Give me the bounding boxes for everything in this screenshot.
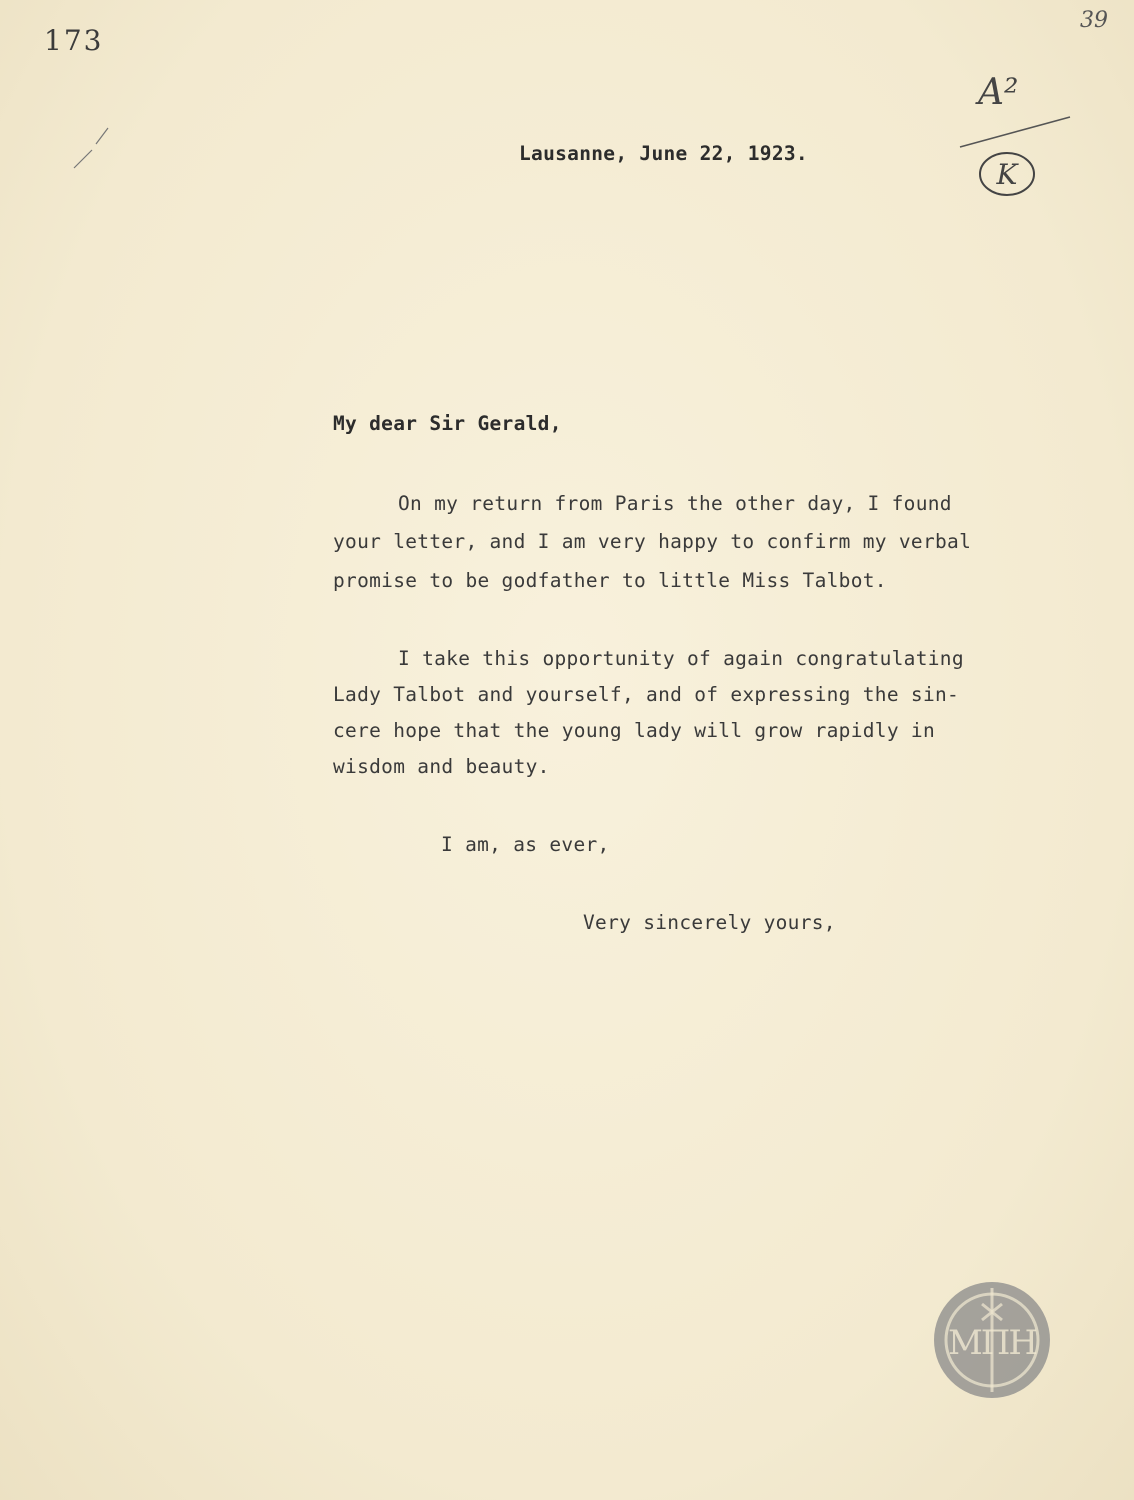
paragraph1-line2: your letter, and I am very happy to confirm my verbal	[333, 530, 972, 553]
svg-text:ΜΠΗ: ΜΠΗ	[947, 1323, 1037, 1363]
paragraph1-line1: On my return from Paris the other day, I found	[398, 492, 952, 515]
closing-line1: I am, as ever,	[441, 833, 610, 856]
circled-annotation-letter: K	[996, 158, 1018, 191]
paragraph2-line3: cere hope that the young lady will grow rapidly in	[333, 719, 935, 742]
archive-stamp-logo	[930, 1278, 1054, 1402]
paragraph1-line3: promise to be godfather to little Miss Talbot.	[333, 569, 887, 592]
paragraph2-line1: I take this opportunity of again congratulating	[398, 647, 964, 670]
annotation-underline	[955, 112, 1075, 152]
folio-number: 173	[44, 24, 104, 57]
salutation: My dear Sir Gerald,	[333, 412, 562, 435]
sheet-number: 39	[1080, 8, 1108, 33]
closing-line2: Very sincerely yours,	[583, 911, 836, 934]
margin-tick	[66, 124, 116, 174]
circled-annotation	[975, 148, 1039, 200]
paragraph2-line4: wisdom and beauty.	[333, 755, 550, 778]
paragraph2-line2: Lady Talbot and yourself, and of expressing the sin-	[333, 683, 960, 706]
dateline: Lausanne, June 22, 1923.	[519, 142, 808, 165]
archive-annotation-top: A²	[978, 72, 1019, 113]
